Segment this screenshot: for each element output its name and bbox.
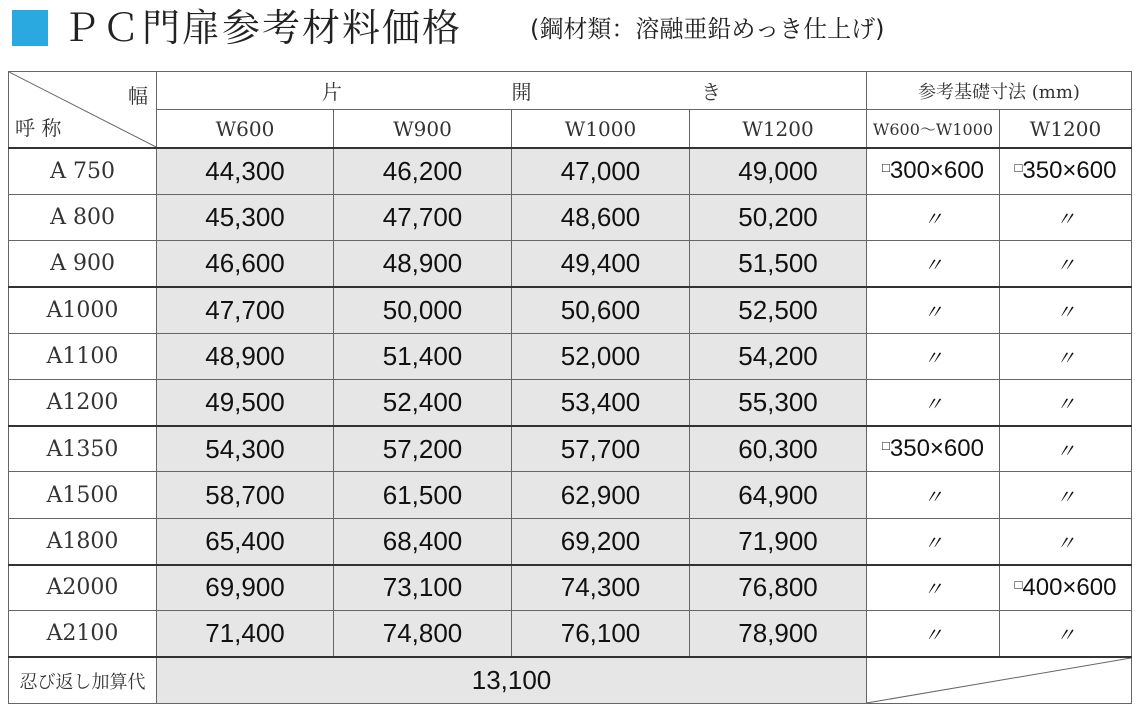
price-cell: 46,200	[334, 148, 512, 194]
foundation-ditto: 〃	[867, 241, 1000, 287]
price-table	[8, 71, 1132, 704]
price-cell: 60,300	[690, 426, 867, 472]
price-cell: 52,500	[690, 287, 867, 333]
price-cell: 52,400	[334, 379, 512, 425]
col-header-w1200: W1200	[690, 110, 867, 148]
group-open-char: 開	[511, 80, 532, 105]
table-row	[9, 611, 1132, 657]
price-cell: 47,700	[157, 287, 334, 333]
row-name: A1800	[9, 518, 157, 564]
price-cell: 76,100	[512, 611, 690, 657]
price-cell: 50,000	[334, 287, 512, 333]
col-header-w900: W900	[334, 110, 512, 148]
foundation-value: 400×600	[1022, 573, 1117, 601]
price-cell: 57,700	[512, 426, 690, 472]
foundation-ditto: 〃	[1000, 611, 1132, 657]
price-cell: 68,400	[334, 518, 512, 564]
group-open-char: き	[701, 80, 722, 105]
foundation-cell	[867, 426, 1000, 472]
col-header-foundation-small: W600〜W1000	[867, 110, 1000, 148]
corner-width-label: 幅	[128, 84, 148, 108]
price-cell: 53,400	[512, 379, 690, 425]
table-row	[9, 379, 1132, 425]
foundation-value: 350×600	[889, 435, 984, 463]
corner-header	[9, 72, 157, 148]
foundation-cell	[1000, 148, 1132, 194]
corner-name-label: 呼 称	[15, 115, 62, 140]
foundation-ditto: 〃	[867, 611, 1000, 657]
foundation-ditto: 〃	[867, 472, 1000, 518]
foundation-ditto: 〃	[867, 333, 1000, 379]
row-name: A1350	[9, 426, 157, 472]
footer-diagonal	[867, 658, 1131, 703]
row-name: A1000	[9, 287, 157, 333]
group-header-open	[157, 72, 867, 110]
row-name: A 900	[9, 241, 157, 287]
table-row	[9, 287, 1132, 333]
foundation-cell	[867, 148, 1000, 194]
price-cell: 74,800	[334, 611, 512, 657]
footer-label: 忍び返し加算代	[9, 657, 157, 703]
table-row	[9, 565, 1132, 611]
price-cell: 62,900	[512, 472, 690, 518]
price-cell: 55,300	[690, 379, 867, 425]
price-cell: 49,500	[157, 379, 334, 425]
foundation-ditto: 〃	[867, 194, 1000, 240]
price-cell: 61,500	[334, 472, 512, 518]
price-cell: 52,000	[512, 333, 690, 379]
price-cell: 48,900	[334, 241, 512, 287]
foundation-ditto: 〃	[1000, 426, 1132, 472]
price-cell: 44,300	[157, 148, 334, 194]
table-row	[9, 148, 1132, 194]
price-cell: 74,300	[512, 565, 690, 611]
group-header-foundation: 参考基礎寸法 (mm)	[867, 72, 1132, 110]
price-cell: 69,900	[157, 565, 334, 611]
price-cell: 64,900	[690, 472, 867, 518]
foundation-ditto: 〃	[1000, 518, 1132, 564]
price-cell: 48,600	[512, 194, 690, 240]
row-name: A2100	[9, 611, 157, 657]
footer-value: 13,100	[157, 657, 867, 703]
foundation-cell	[1000, 565, 1132, 611]
price-cell: 48,900	[157, 333, 334, 379]
foundation-ditto: 〃	[867, 287, 1000, 333]
price-cell: 69,200	[512, 518, 690, 564]
col-header-w600: W600	[157, 110, 334, 148]
col-header-w1000: W1000	[512, 110, 690, 148]
row-name: A1100	[9, 333, 157, 379]
square-symbol: □	[1014, 160, 1023, 176]
price-cell: 57,200	[334, 426, 512, 472]
title-bar	[6, 0, 1131, 56]
price-cell: 58,700	[157, 472, 334, 518]
price-cell: 45,300	[157, 194, 334, 240]
foundation-ditto: 〃	[1000, 287, 1132, 333]
price-cell: 49,400	[512, 241, 690, 287]
price-cell: 47,000	[512, 148, 690, 194]
foundation-ditto: 〃	[1000, 241, 1132, 287]
foundation-ditto: 〃	[1000, 194, 1132, 240]
row-name: A2000	[9, 565, 157, 611]
price-cell: 51,400	[334, 333, 512, 379]
foundation-ditto: 〃	[1000, 379, 1132, 425]
page-title: ＰＣ門扉参考材料価格	[62, 6, 463, 50]
row-name: A1500	[9, 472, 157, 518]
foundation-ditto: 〃	[867, 379, 1000, 425]
square-symbol: □	[882, 438, 890, 454]
price-cell: 71,400	[157, 611, 334, 657]
price-cell: 50,200	[690, 194, 867, 240]
price-cell: 54,200	[690, 333, 867, 379]
price-cell: 50,600	[512, 287, 690, 333]
price-cell: 65,400	[157, 518, 334, 564]
price-cell: 76,800	[690, 565, 867, 611]
price-cell: 47,700	[334, 194, 512, 240]
price-cell: 78,900	[690, 611, 867, 657]
price-cell: 51,500	[690, 241, 867, 287]
row-name: A 750	[9, 148, 157, 194]
header-row-2	[9, 110, 1132, 148]
price-cell: 49,000	[690, 148, 867, 194]
group-open-char: 片	[321, 80, 342, 105]
price-cell: 54,300	[157, 426, 334, 472]
foundation-value: 300×600	[889, 157, 984, 185]
footer-empty-cell	[867, 657, 1132, 703]
foundation-value: 350×600	[1022, 157, 1117, 185]
foundation-ditto: 〃	[1000, 472, 1132, 518]
col-header-foundation-large: W1200	[1000, 110, 1132, 148]
foundation-ditto: 〃	[1000, 333, 1132, 379]
price-cell: 73,100	[334, 565, 512, 611]
footer-row	[9, 657, 1132, 703]
square-symbol: □	[1014, 576, 1023, 592]
foundation-ditto: 〃	[867, 518, 1000, 564]
table-row	[9, 333, 1132, 379]
row-name: A1200	[9, 379, 157, 425]
price-cell: 71,900	[690, 518, 867, 564]
table-row	[9, 426, 1132, 472]
square-symbol: □	[882, 160, 890, 176]
table-row	[9, 472, 1132, 518]
title-square-icon	[12, 10, 48, 46]
header-row-1	[9, 72, 1132, 110]
table-row	[9, 518, 1132, 564]
table-row	[9, 194, 1132, 240]
table-row	[9, 241, 1132, 287]
foundation-ditto: 〃	[867, 565, 1000, 611]
page-subtitle: (鋼材類：溶融亜鉛めっき仕上げ)	[530, 15, 885, 43]
price-cell: 46,600	[157, 241, 334, 287]
row-name: A 800	[9, 194, 157, 240]
